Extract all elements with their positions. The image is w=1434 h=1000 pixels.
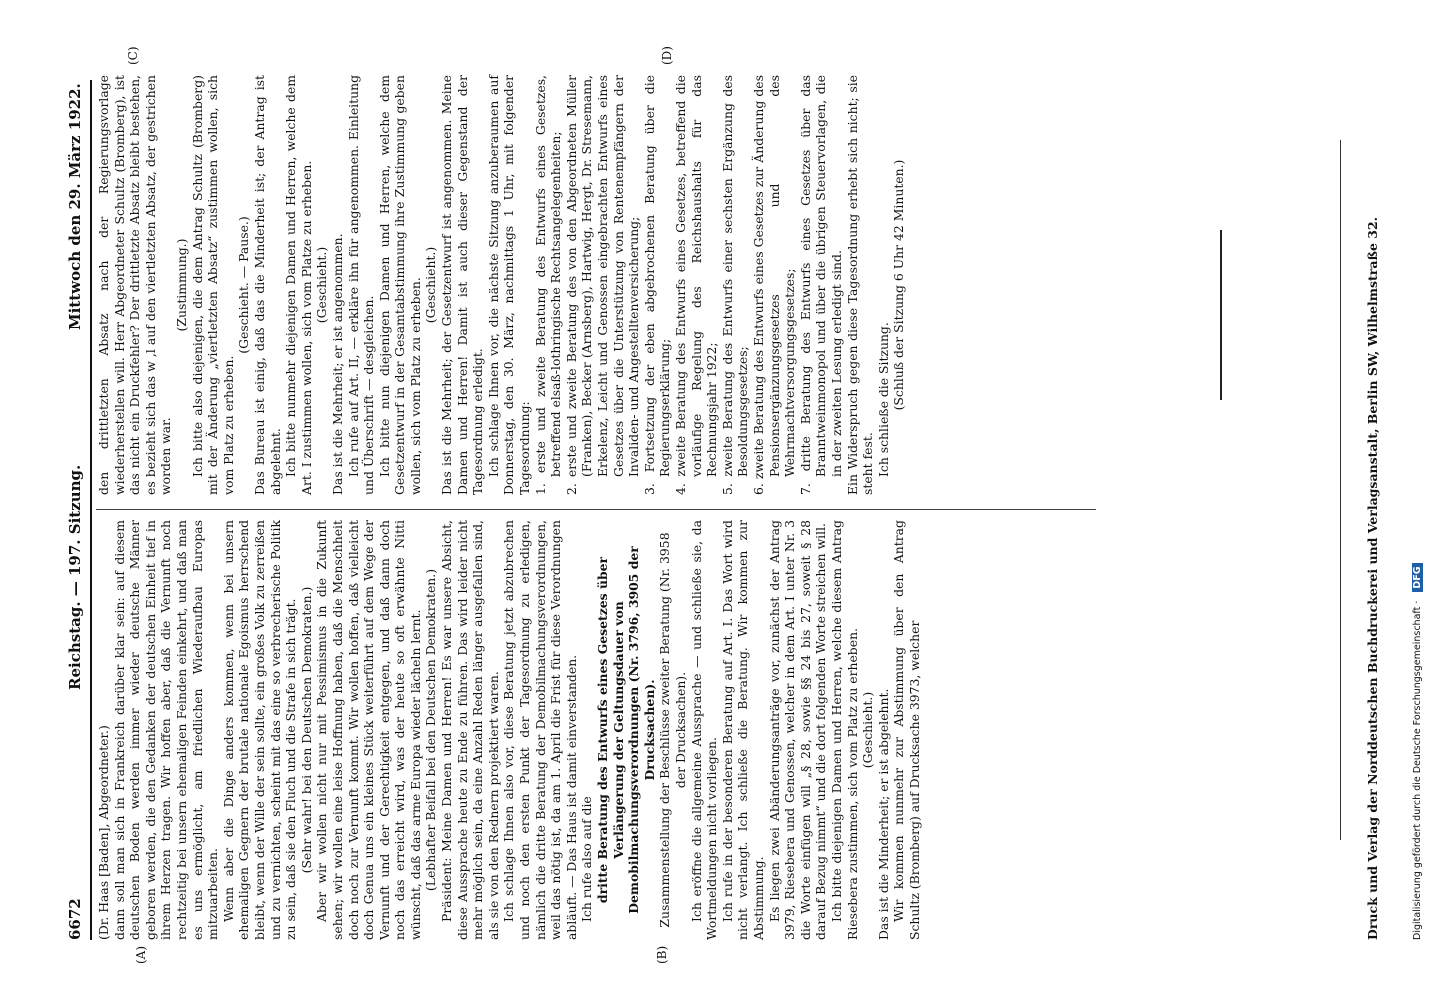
paragraph: Wir kommen nunmehr zur Abstimmung über den Antrag Schultz (Bromberg) auf Drucksache 3973, welcher (891, 520, 922, 940)
header-right-title: Mittwoch den 29. März 1922. (66, 83, 84, 330)
paragraph: Ich bitte nun diejenigen Damen und Herren, welche dem Gesetzentwurf in der Gesamtabstimmung ihre Zustimmung geben wollen, sich vom Platz zu erheben. (376, 75, 423, 495)
agenda-list-item: 4. zweite Beratung des Entwurfs eines Gesetzes, betreffend die vorläufige Regelung des Reichshaushalts für das Rechnungsjahr 1922; (672, 75, 720, 495)
digitization-text: Digitalisierung gefördert durch die Deutsche Forschungsgemeinschaft · (1412, 600, 1423, 940)
paragraph: Aber wir wollen nicht nur mit Pessimismus in die Zukunft sehen; wir wollen eine leise Hoffnung haben, daß die Menschheit doch noch zur Vernunft kommt. Wir wollen hoffen, daß vielleicht doch Genua uns ein kleines Stück weiterführt auf dem Wege der Vernunft und der Gerechtigkeit entgegen, und daß dann doch noch das erreicht wird, was der heute so oft erwähnte Nitti wünscht, daß das arme Europa wieder lächeln lernt. (314, 520, 423, 940)
agenda-list-item: 6. zweite Beratung des Entwurfs eines Gesetzes zur Änderung des Pensionsergänzungsgesetzes und des Wehrmachtversorgungsgesetzes; (750, 75, 798, 495)
margin-mark-c: (C) (126, 46, 140, 65)
agenda-item-title: dritte Beratung des Entwurfs eines Gesetzes über Verlängerung der Geltungsdauer von Demobilmachungsverordnungen (Nr. 3796, 3905 der Drucksachen). (595, 546, 657, 914)
paragraph: Zusammenstellung der Beschlüsse zweiter Beratung (Nr. 3958 der Drucksachen). (657, 532, 688, 928)
interjection: (Geschieht. — Pause.) (236, 216, 252, 354)
paragraph: Ich rufe also auf die (579, 796, 595, 922)
margin-mark-a: (A) (134, 945, 148, 964)
paragraph: den drittletzten Absatz nach der Regierungsvorlage wiederherstellen will. Herr Abgeordneter Schultz (Bromberg), ist das nicht ein Druckfehler? Der drittletzte Absatz bleibt bestehen, es bezieht sich das w ,l auf den viertletzten Absatz, der gestrichen worden war. (96, 75, 174, 495)
footer-rule (1340, 140, 1341, 840)
paragraph: Ich rufe in der besonderen Beratung auf Art. I. Das Wort wird nicht verlangt. Ich schließe die Beratung. Wir kommen zur Abstimmung. (719, 520, 766, 940)
paragraph: Das ist die Mehrheit; der Gesetzentwurf ist angenommen. Meine Damen und Herren! Damit ist auch dieser Gegenstand der Tagesordnung erledigt. (439, 75, 486, 495)
agenda-list-item: 5. zweite Beratung des Entwurfs einer sechsten Ergänzung des Besoldungsgesetzes; (719, 75, 751, 495)
digitization-note (1412, 40, 1423, 940)
page-number: 6672 (66, 898, 84, 940)
paragraph: Es liegen zwei Abänderungsanträge vor, zunächst der Antrag 3979, Riesebera und Genossen, welcher in dem Art. I unter Nr. 3 die Worte einfügen will „§ 28, sowie §§ 24 bis 27, soweit § 28 darauf Bezug nimmt“ und die dort folgenden Worte streichen will. (766, 520, 829, 940)
agenda-list-item: 3. Fortsetzung der eben abgebrochenen Beratung über die Regierungserklärung; (641, 75, 673, 495)
left-column (96, 520, 922, 940)
dfg-logo: DFG (1412, 563, 1423, 591)
agenda-list-item: 2. erste und zweite Beratung des von den Abgeordneten Müller (Franken), Becker (Arnsberg), Hartwig, Hergt, Dr. Stresemann, Erkelenz, Leicht und Genossen eingebrachten Entwurfs eines Gesetzes über die Unterstützung von Rentenempfängern der Invaliden- und Angestelltenversicherung; (563, 75, 642, 495)
right-column (96, 75, 907, 495)
agenda-list-item: 7. dritte Beratung des Entwurfs eines Gesetzes über das Branntweinmonopol und über die übrigen Steuervorlagen, die in der zweiten Lesung erledigt sind. (797, 75, 844, 495)
paragraph: Das Bureau ist einig, daß das die Minderheit ist; der Antrag ist abgelehnt. (251, 75, 283, 495)
paragraph: Ich rufe auf Art. II, — erkläre ihn für angenommen. Einleitung und Überschrift — desgleichen. (345, 75, 377, 495)
end-rule (1220, 230, 1222, 400)
interjection: (Geschieht.) (860, 691, 876, 769)
paragraph: Ich eröffne die allgemeine Aussprache — und schließe sie, da Wortmeldungen nicht vorliegen. (688, 520, 720, 940)
margin-mark-b: (B) (655, 945, 669, 964)
agenda-list-item: 1. erste und zweite Beratung des Entwurfs eines Gesetzes, betreffend elsaß-lothringische Rechtsangelegenheiten; (532, 75, 564, 495)
paragraph: dann soll man sich in Frankreich darüber klar sein: auf diesem deutschen Boden werden immer wieder deutsche Männer geboren werden, die den Gedanken der deutschen Einheit tief in ihrem Herzen tragen. Wir hoffen aber, daß die Vernunft noch rechtzeitig bei unsern ehemaligen Feinden einkehrt, und daß man es uns ermöglicht, am friedlichen Wiederaufbau Europas mitzuarbeiten. (111, 520, 221, 940)
interjection: (Lebhafter Beifall bei den Deutschen Demokraten.) (423, 568, 439, 892)
paragraph: Wenn aber die Dinge anders kommen, wenn bei unsern ehemaligen Gegnern der brutale nationale Egoismus herrschend bleibt, wenn der Wille der sein sollte, ein großes Volk zu zerreißen und zu vernichten, scheint mit das eine so verbrecherische Politik zu sein, daß sie den Fluch und die Strafe in sich trägt. (220, 520, 299, 940)
interjection: (Sehr wahr! bei den Deutschen Demokraten.) (298, 586, 314, 874)
paragraph: Ich schlage Ihnen also vor, diese Beratung jetzt abzubrechen und noch den ersten Punkt der Tagesordnung zu erledigen, nämlich die dritte Beratung der Demobilmachungsverordnungen, weil das nötig ist, da am 1. April die Frist für diese Verordnungen abläuft. — Das Haus ist damit einverstanden. (501, 520, 579, 940)
paragraph: Ich schließe die Sitzung. (875, 322, 891, 477)
paragraph: Ich bitte diejenigen Damen und Herren, welche diesem Antrag Riesebera zustimmen, sich vom Platz zu erheben. (828, 520, 860, 940)
interjection: (Zustimmung.) (173, 238, 189, 332)
paragraph: Das ist die Minderheit; er ist abgelehnt. (875, 688, 891, 940)
speaker-note: (Dr. Haas [Baden], Abgeordneter.) (96, 725, 111, 940)
paragraph: Das ist die Mehrheit; er ist angenommen. (329, 233, 345, 495)
paragraph: Ich bitte also diejenigen, die dem Antrag Schultz (Bromberg) mit der Änderung „viertletzten Absatz“ zustimmen wollen, sich vom Platz zu erheben. (189, 75, 236, 495)
column-rule (96, 509, 1096, 510)
page-header (66, 80, 90, 940)
paragraph: Ich bitte nunmehr diejenigen Damen und Herren, welche dem Art. I zustimmen wollen, sich vom Platze zu erheben. (283, 75, 314, 495)
interjection: (Geschieht.) (314, 246, 330, 324)
header-left-title: Reichstag. — 197. Sitzung. (66, 464, 84, 690)
margin-mark-d: (D) (660, 46, 674, 65)
paragraph: Präsident: Meine Damen und Herren! Es war unsere Absicht, diese Aussprache heute zu Ende zu führen. Das wird leider nicht mehr möglich sein, da eine Anzahl Reden länger ausgefallen sind, als sie von den Rednern projektiert waren. (439, 520, 501, 940)
header-rule (90, 80, 92, 940)
imprint-footer: Druck und Verlag der Norddeutschen Buchdruckerei und Verlagsanstalt, Berlin SW, Wilhelmstraße 32. (1365, 216, 1380, 940)
paragraph: Ich schlage Ihnen vor, die nächste Sitzung anzuberaumen auf Donnerstag, den 30. März, nachmittags 1 Uhr, mit folgender Tagesordnung: (485, 75, 533, 495)
interjection: (Geschieht.) (423, 246, 439, 324)
session-end-note: (Schluß der Sitzung 6 Uhr 42 Minuten.) (891, 159, 907, 411)
paragraph: Ein Widerspruch gegen diese Tagesordnung erhebt sich nicht; sie steht fest. (844, 75, 876, 495)
